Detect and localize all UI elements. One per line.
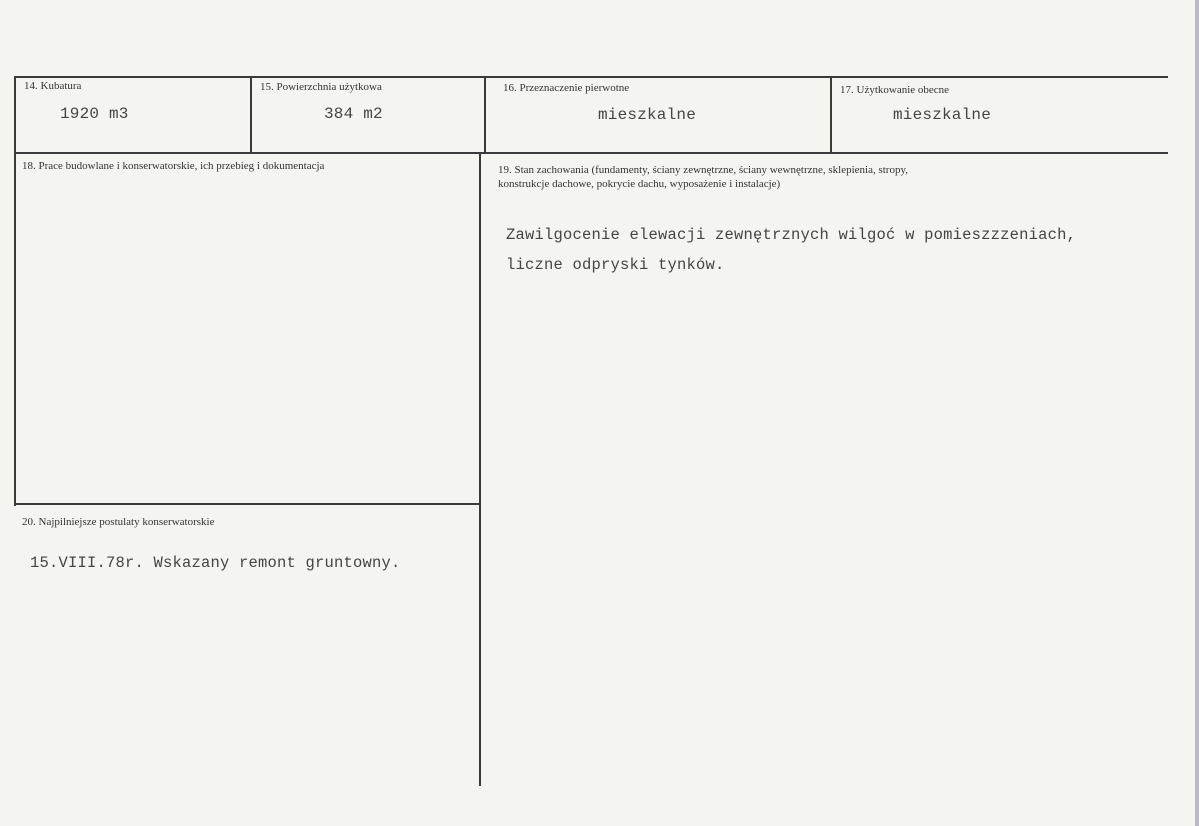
field-19-text-line2: liczne odpryski tynków. (506, 256, 725, 274)
card-edge (1195, 0, 1199, 826)
field-19-label-line2: konstrukcje dachowe, pokrycie dachu, wyposażenie i instalacje) (498, 178, 781, 190)
section18-bottom-rule (14, 503, 480, 505)
top-rule (14, 76, 1168, 78)
row1-bottom-rule (14, 152, 1168, 154)
field-18-label: 18. Prace budowlane i konserwatorskie, ich przebieg i dokumentacja (22, 160, 325, 172)
field-19-text-line1: Zawilgocenie elewacji zewnętrznych wilgoć w pomieszzzeniach, (506, 226, 1077, 244)
field-17-label: 17. Użytkowanie obecne (840, 84, 950, 96)
field-15-value: 384 m2 (324, 105, 383, 123)
field-15-label: 15. Powierzchnia użytkowa (260, 81, 382, 93)
divider-main (479, 152, 481, 786)
field-16-label: 16. Przeznaczenie pierwotne (503, 82, 630, 94)
field-16-value: mieszkalne (598, 106, 697, 124)
divider-15-16 (484, 76, 486, 154)
field-19-label-line1: 19. Stan zachowania (fundamenty, ściany zewnętrzne, ściany wewnętrzne, sklepienia, stropy, (498, 164, 909, 176)
left-border (14, 76, 16, 506)
field-14-label: 14. Kubatura (24, 80, 82, 92)
divider-14-15 (250, 76, 252, 154)
field-14-value: 1920 m3 (60, 105, 129, 123)
field-20-text: 15.VIII.78r. Wskazany remont gruntowny. (30, 554, 401, 572)
field-17-value: mieszkalne (893, 106, 992, 124)
divider-16-17 (830, 76, 832, 154)
field-20-label: 20. Najpilniejsze postulaty konserwatorskie (22, 516, 215, 528)
